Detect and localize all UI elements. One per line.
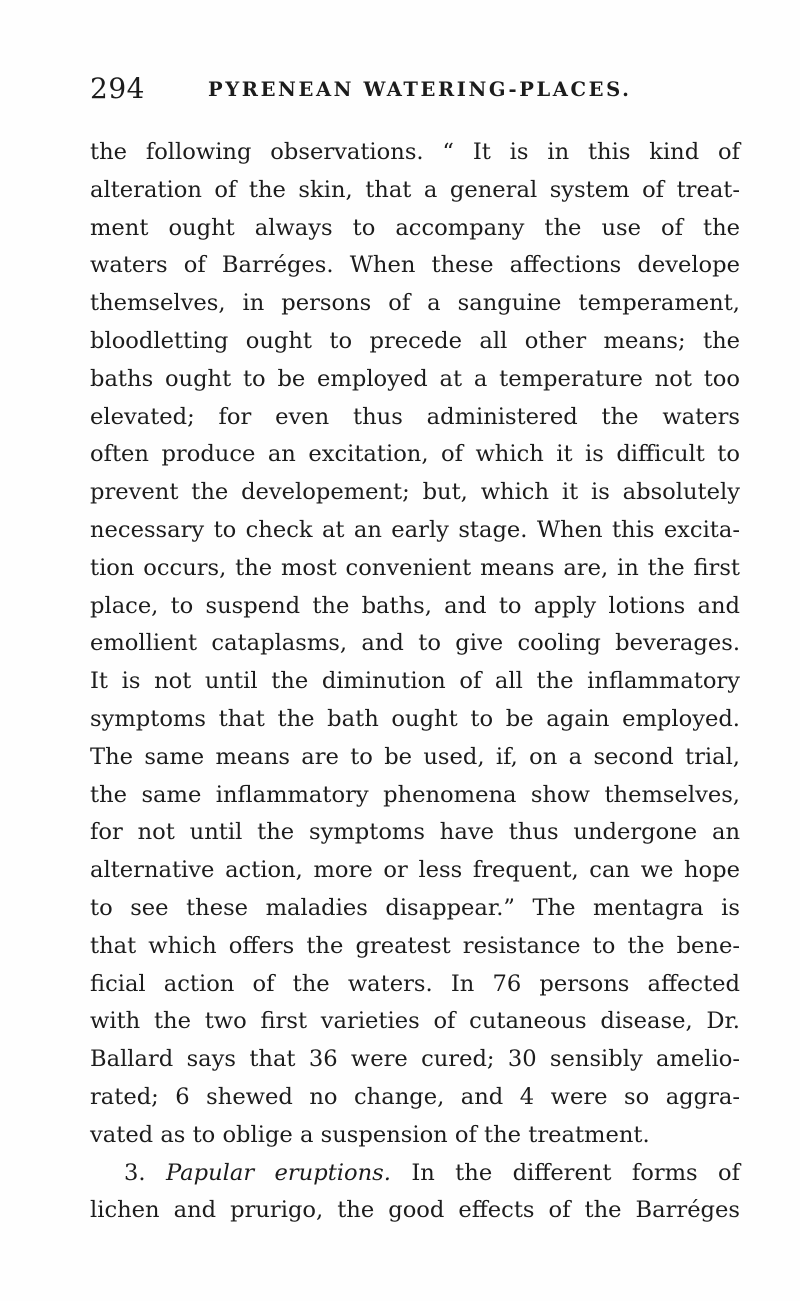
text-line: ment ought always to accompany the use of the (90, 214, 740, 241)
section-line (90, 1155, 740, 1193)
text-line: symptoms that the bath ought to be again employed. (90, 705, 740, 732)
text-line: often produce an excitation, of which it is difficult to (90, 441, 740, 468)
text-line: elevated; for even thus administered the waters (90, 403, 740, 430)
text-line: for not until the symptoms have thus undergone an (90, 819, 740, 846)
body-text (90, 134, 740, 1230)
text-line: Ballard says that 36 were cured; 30 sensibly amelio- (90, 1046, 740, 1073)
text-line: with the two first varieties of cutaneous disease, Dr. (90, 1008, 740, 1035)
text-line: emollient cataplasms, and to give cooling beverages. (90, 630, 740, 657)
running-head: PYRENEAN WATERING-PLACES. (208, 78, 632, 101)
text-line: rated; 6 shewed no change, and 4 were so aggra- (90, 1083, 740, 1110)
text-line: tion occurs, the most convenient means are, in the first (90, 554, 740, 581)
section-number: 3. (124, 1159, 146, 1186)
page-header (90, 72, 740, 112)
text-line: vated as to oblige a suspension of the treatment. (90, 1121, 650, 1148)
text-line: alternative action, more or less frequent, can we hope (90, 857, 740, 884)
text-line: alteration of the skin, that a general system of treat- (90, 176, 740, 203)
text-line: prevent the developement; but, which it is absolutely (90, 479, 740, 506)
section-title: Papular eruptions. (165, 1159, 391, 1186)
text-line: the same inflammatory phenomena show themselves, (90, 781, 740, 808)
page-number: 294 (90, 72, 145, 105)
text-line: that which offers the greatest resistance to the bene- (90, 932, 740, 959)
text-line: bloodletting ought to precede all other means; the (90, 327, 740, 354)
text-line: baths ought to be employed at a temperature not too (90, 365, 740, 392)
text-line: place, to suspend the baths, and to apply lotions and (90, 592, 740, 619)
text-line: the following observations. “ It is in this kind of (90, 139, 740, 165)
text-line: to see these maladies disappear.” The mentagra is (90, 894, 740, 921)
text-line: It is not until the diminution of all the inflammatory (90, 668, 740, 695)
text-line: ficial action of the waters. In 76 persons affected (90, 970, 740, 997)
text-line: necessary to check at an early stage. When this excita- (90, 516, 740, 543)
text-line: The same means are to be used, if, on a second trial, (90, 743, 740, 770)
text-line: lichen and prurigo, the good effects of the Barréges (90, 1197, 740, 1224)
text-line: waters of Barréges. When these affections develope (90, 252, 740, 279)
section-text: In the different forms of (411, 1159, 741, 1186)
text-line: themselves, in persons of a sanguine temperament, (90, 290, 740, 317)
